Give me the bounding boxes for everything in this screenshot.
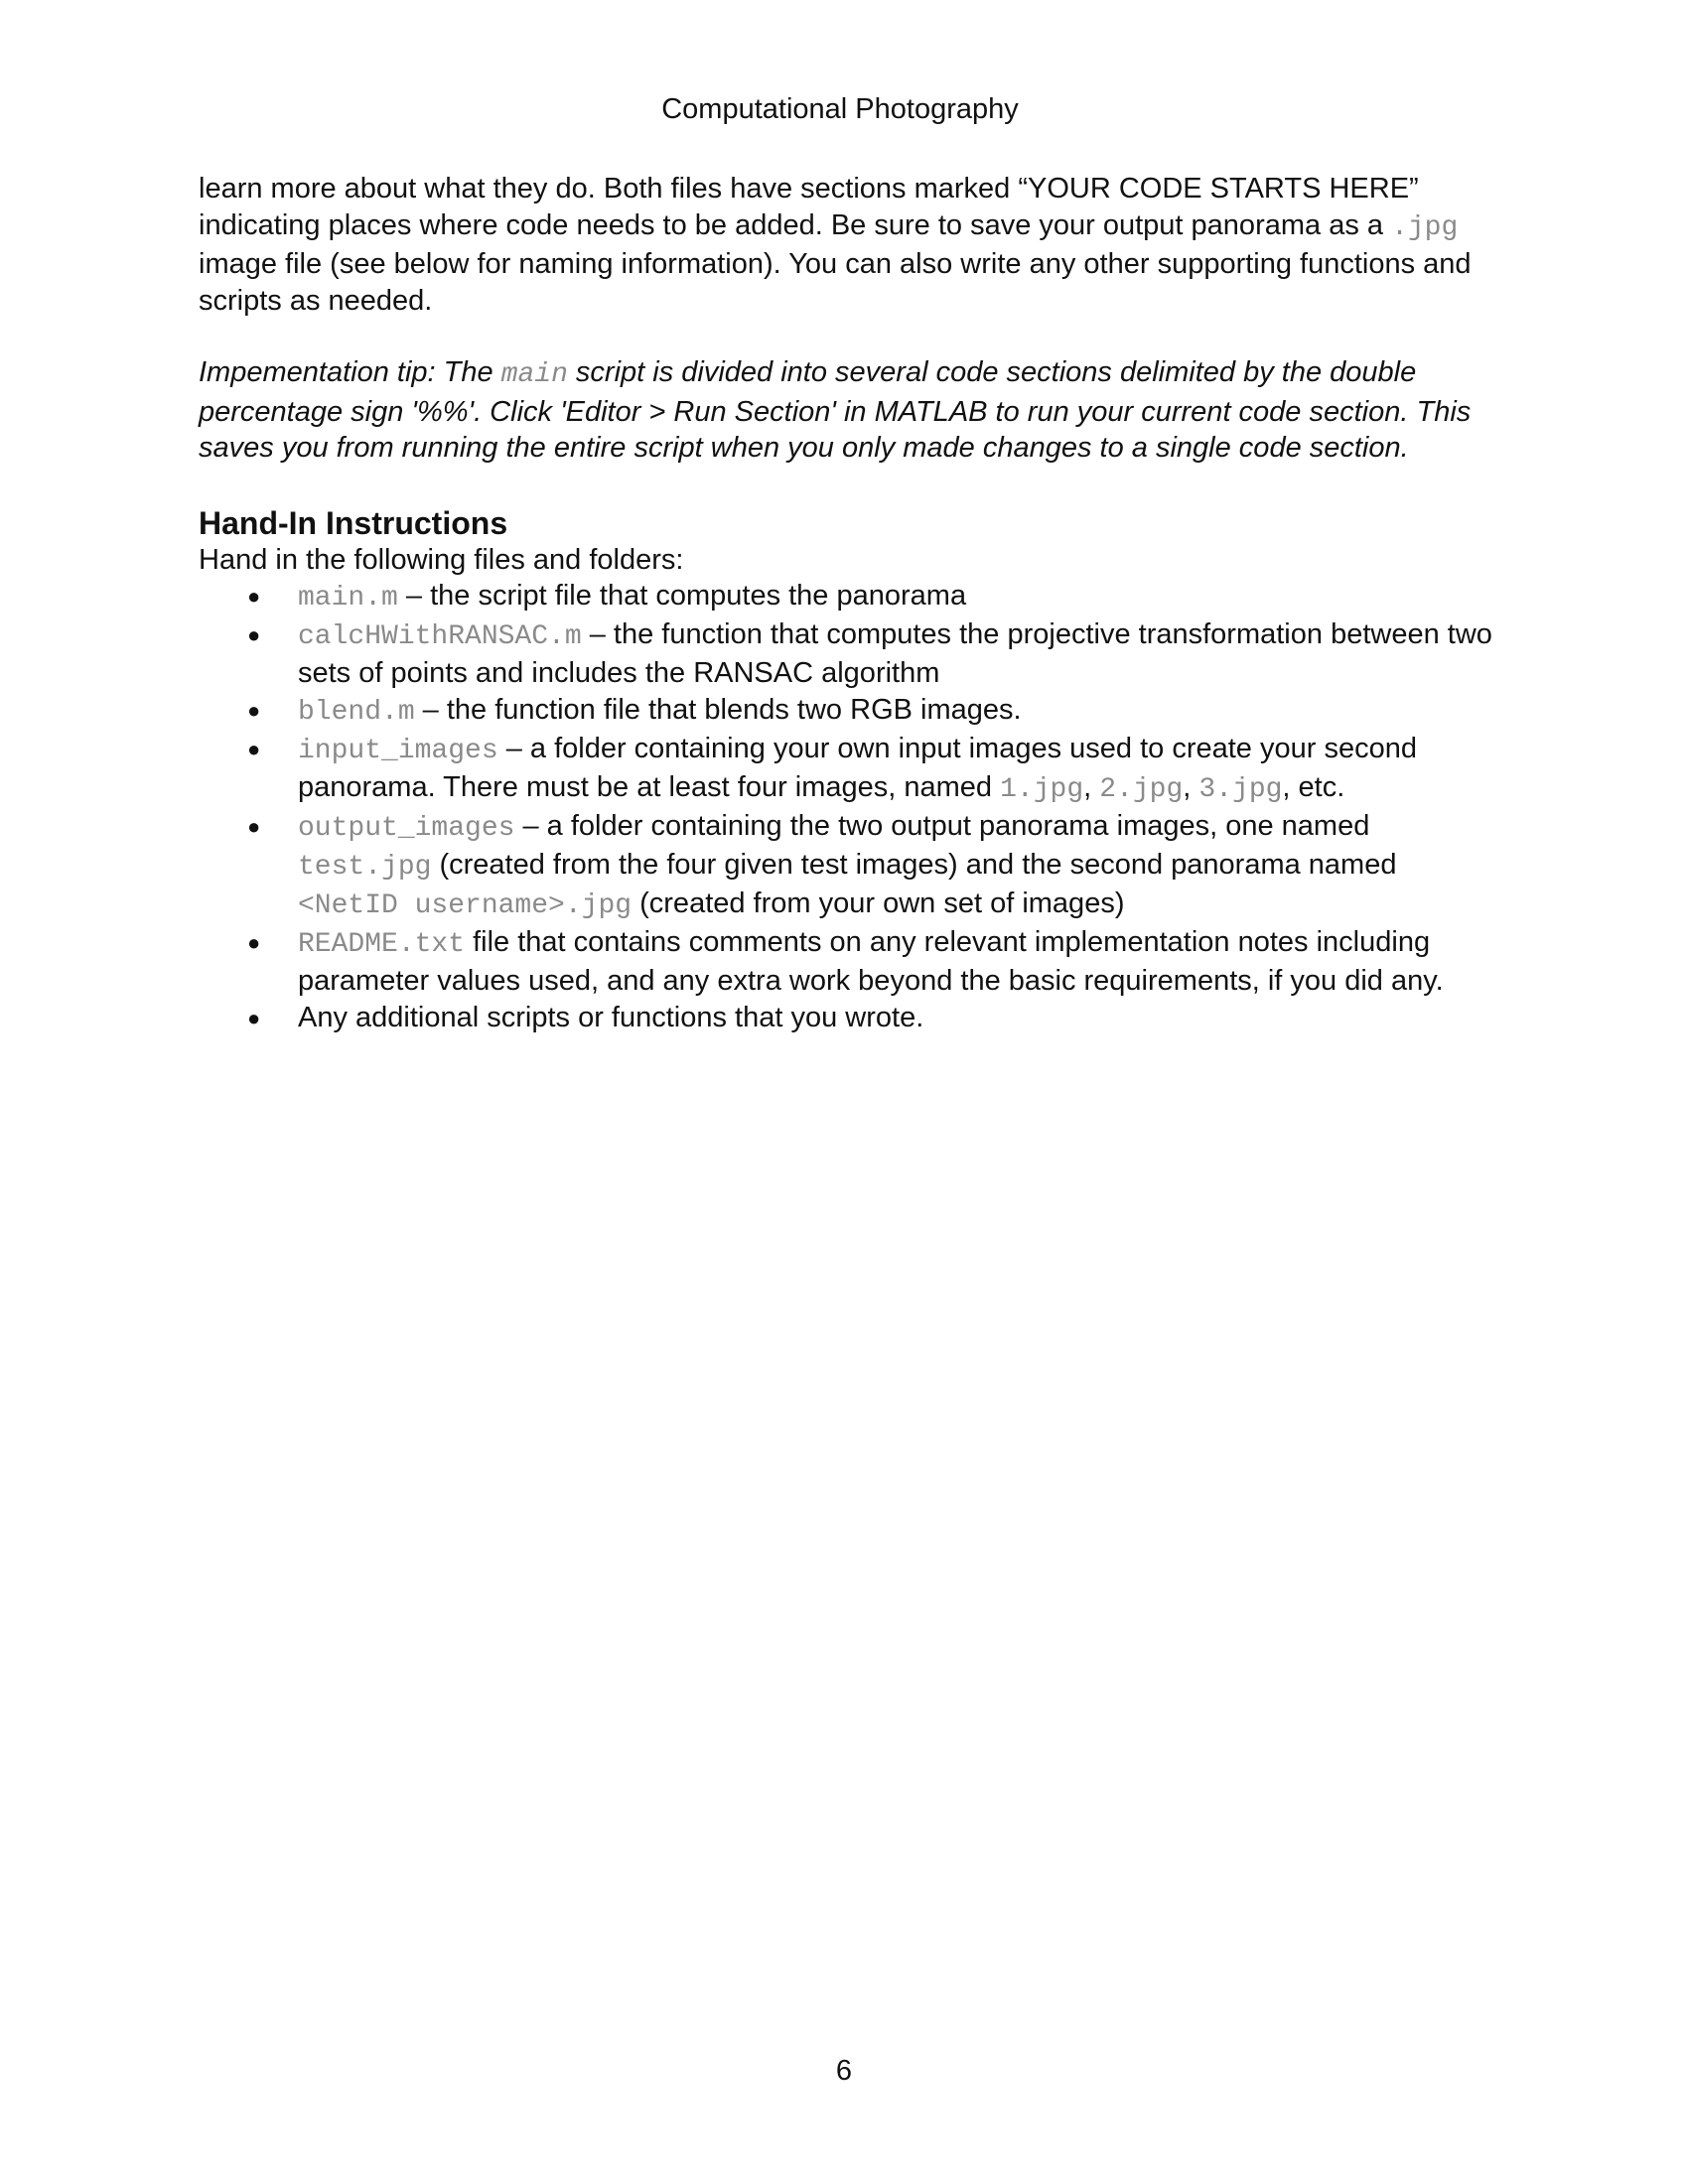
item-description-cont: (created from the four given test images) and the second panorama named — [431, 849, 1397, 881]
file-name: 1.jpg — [1000, 774, 1084, 805]
item-description: – the function that computes the projective transformation between two sets of points and includes the RANSAC algorithm — [298, 618, 1492, 689]
implementation-tip — [199, 354, 1499, 467]
folder-name: input_images — [298, 736, 498, 766]
intro-paragraph — [199, 171, 1499, 319]
bullet-icon: ● — [247, 737, 261, 761]
bullet-icon: ● — [247, 584, 261, 609]
folder-name: output_images — [298, 813, 515, 844]
tip-text-cont: script is divided into several code sections delimited by the double percentage sign '%%'. Click 'Editor > Run Section' in MATLAB to run your current code section. This saves you from running the entire script when you only made changes to a single code section. — [199, 356, 1472, 464]
separator: , — [1083, 771, 1100, 803]
item-description: – a folder containing the two output panorama images, one named — [514, 810, 1370, 842]
file-name: calcHWithRANSAC.m — [298, 621, 582, 652]
intro-text-cont: image file (see below for naming information). You can also write any other supporting functions and scripts as needed. — [199, 248, 1472, 317]
item-description-end: (created from your own set of images) — [632, 887, 1125, 919]
item-description: – a folder containing your own input images used to create your second panorama. There must be at least four images, named — [298, 733, 1417, 803]
page-content — [199, 171, 1499, 1036]
hand-in-heading: Hand-In Instructions — [199, 504, 508, 541]
list-item — [247, 616, 1499, 692]
page-number: 6 — [835, 2055, 853, 2087]
file-name: test.jpg — [298, 852, 432, 883]
hand-in-list — [199, 578, 1499, 1036]
item-description-cont: , etc. — [1282, 771, 1345, 803]
intro-text: learn more about what they do. Both files have sections marked “YOUR CODE STARTS HERE” indicating places where code needs to be added. Be sure to save your output panorama as a — [199, 173, 1419, 241]
list-item — [247, 731, 1499, 808]
separator: , — [1183, 771, 1199, 803]
file-name: 3.jpg — [1198, 774, 1283, 805]
file-name: blend.m — [298, 697, 415, 728]
bullet-icon: ● — [247, 1006, 261, 1030]
bullet-icon: ● — [247, 930, 261, 955]
file-name: README.txt — [298, 929, 466, 960]
page-header: Computational Photography — [661, 93, 1019, 125]
item-description: – the function file that blends two RGB images. — [414, 694, 1022, 726]
file-name: <NetID username>.jpg — [298, 890, 633, 921]
list-item — [247, 692, 1499, 731]
bullet-icon: ● — [247, 698, 261, 723]
tip-text: Impementation tip: The — [199, 356, 501, 388]
hand-in-intro: Hand in the following files and folders: — [199, 543, 684, 576]
bullet-icon: ● — [247, 814, 261, 839]
bullet-icon: ● — [247, 622, 261, 647]
list-item — [247, 1000, 1499, 1036]
file-name: 2.jpg — [1099, 774, 1184, 805]
list-item — [247, 578, 1499, 616]
code-main: main — [500, 359, 568, 390]
file-name: main.m — [298, 583, 398, 614]
item-description: Any additional scripts or functions that you wrote. — [298, 1002, 924, 1033]
item-description: file that contains comments on any relevant implementation notes including parameter values used, and any extra work beyond the basic requirements, if you did any. — [298, 926, 1444, 997]
list-item — [247, 808, 1499, 924]
list-item — [247, 924, 1499, 1000]
code-jpg: .jpg — [1391, 211, 1459, 243]
item-description: – the script file that computes the panorama — [397, 580, 967, 612]
